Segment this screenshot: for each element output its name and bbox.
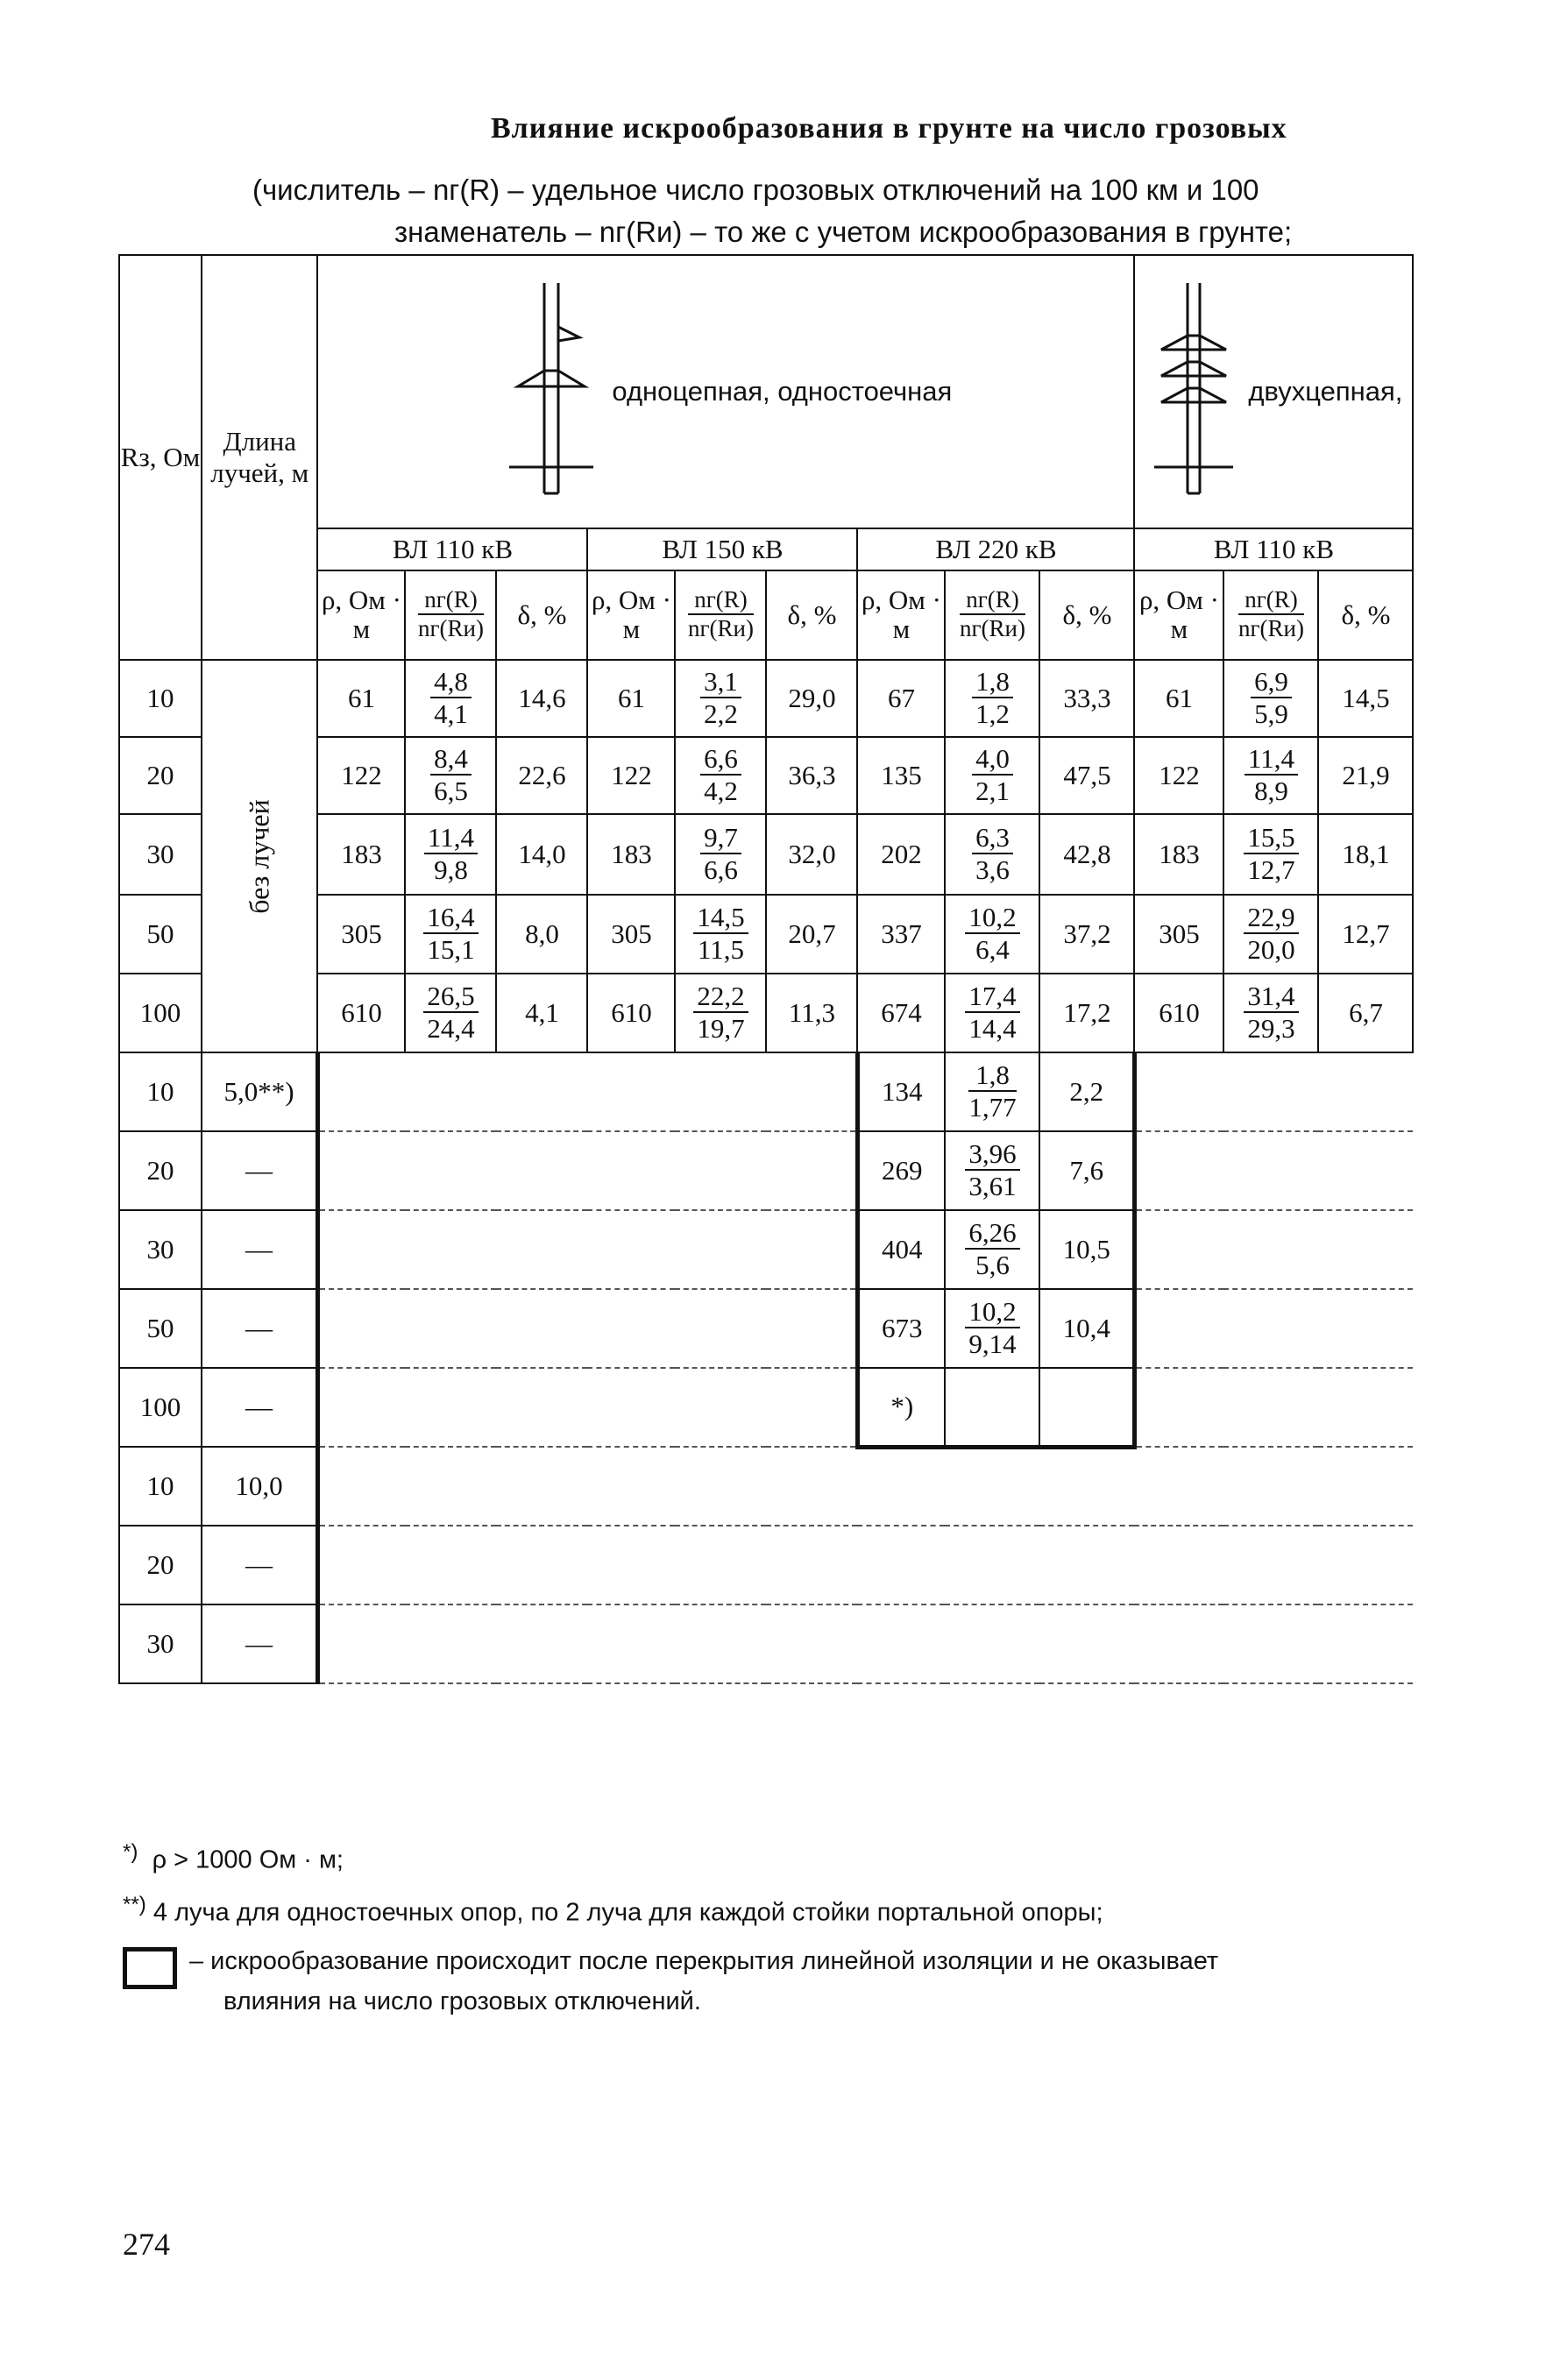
cell-rho: *) [857,1368,945,1447]
cell-rho: 61 [1134,660,1223,737]
cell-fraction: $\frac{22,2}{19,7}$ [675,974,766,1052]
header-fraction: $\frac{nг(R)}{nг(Rи)}$ [405,570,496,660]
page-number: 274 [123,2227,170,2262]
header-rz: Rз, Ом [119,255,202,660]
header-vl110-double: ВЛ 110 кВ [1134,528,1413,570]
cell-delta: 14,5 [1318,660,1413,737]
cell-fraction: $\frac{1,8}{1,2}$ [945,660,1039,737]
cell-ray-length: — [202,1368,317,1447]
caption-line-1: (числитель – nг(R) – удельное число грозовых отключений на 100 км и 100 [252,174,1259,206]
data-table [118,254,1414,1684]
cell-delta: 36,3 [766,737,857,814]
cell-delta: 10,4 [1039,1289,1134,1368]
cell-fraction: $\frac{6,9}{5,9}$ [1223,660,1318,737]
cell-rho: 135 [857,737,945,814]
cell-delta: 2,2 [1039,1052,1134,1131]
legend-box-icon [123,1947,177,1989]
cell-empty [1134,1210,1413,1289]
cell-rho: 202 [857,814,945,895]
footnote-2: **) 4 луча для одностоечных опор, по 2 луча для каждой стойки портальной опоры; [123,1893,1103,1927]
cell-empty [317,1604,1413,1683]
header-delta: δ, % [1318,570,1413,660]
cell-empty [317,1368,857,1447]
header-rho: ρ, Ом · м [1134,570,1223,660]
cell-no-rays: без лучей [202,660,317,1052]
cell-empty [1134,1368,1413,1447]
cell-fraction: $\frac{6,3}{3,6}$ [945,814,1039,895]
header-vl110: ВЛ 110 кВ [317,528,587,570]
cell-ray-length: — [202,1210,317,1289]
cell-rho: 305 [1134,895,1223,974]
cell-empty [317,1052,857,1131]
cell-rho: 122 [317,737,405,814]
cell-fraction: $\frac{6,26}{5,6}$ [945,1210,1039,1289]
cell-delta [1039,1368,1134,1447]
cell-rho: 337 [857,895,945,974]
cell-delta: 6,7 [1318,974,1413,1052]
cell-rho: 610 [1134,974,1223,1052]
cell-delta: 7,6 [1039,1131,1134,1210]
cell-rho: 269 [857,1131,945,1210]
table-row [119,1131,1413,1210]
cell-fraction: $\frac{10,2}{6,4}$ [945,895,1039,974]
cell-ray-length: 10,0 [202,1447,317,1526]
cell-empty [317,1526,1413,1604]
caption-line-2: знаменатель – nг(Rи) – то же с учетом искрообразования в грунте; [394,216,1293,248]
cell-rz: 10 [119,660,202,737]
cell-fraction: $\frac{26,5}{24,4}$ [405,974,496,1052]
cell-rz: 10 [119,1052,202,1131]
header-fraction: $\frac{nг(R)}{nг(Rи)}$ [1223,570,1318,660]
cell-delta: 14,0 [496,814,587,895]
header-fraction: $\frac{nг(R)}{nг(Rи)}$ [945,570,1039,660]
cell-rho: 122 [1134,737,1223,814]
cell-rho: 674 [857,974,945,1052]
cell-delta: 22,6 [496,737,587,814]
cell-fraction: $\frac{10,2}{9,14}$ [945,1289,1039,1368]
cell-fraction: $\frac{3,96}{3,61}$ [945,1131,1039,1210]
cell-fraction: $\frac{9,7}{6,6}$ [675,814,766,895]
cell-fraction: $\frac{11,4}{9,8}$ [405,814,496,895]
footnote-3: – искрообразование происходит после перекрытия линейной изоляции и не оказывает [123,1947,1420,1989]
cell-fraction: $\frac{3,1}{2,2}$ [675,660,766,737]
header-ray-length: Длина лучей, м [202,255,317,660]
cell-rho: 610 [317,974,405,1052]
cell-rho: 404 [857,1210,945,1289]
cell-rz: 20 [119,1526,202,1604]
cell-fraction: $\frac{6,6}{4,2}$ [675,737,766,814]
cell-rho: 673 [857,1289,945,1368]
cell-delta: 21,9 [1318,737,1413,814]
cell-fraction: $\frac{31,4}{29,3}$ [1223,974,1318,1052]
header-rho: ρ, Ом · м [587,570,675,660]
header-delta: δ, % [496,570,587,660]
cell-delta: 8,0 [496,895,587,974]
cell-rho: 67 [857,660,945,737]
cell-delta: 37,2 [1039,895,1134,974]
single-pole-icon [500,274,606,509]
cell-rho: 305 [317,895,405,974]
cell-rz: 50 [119,1289,202,1368]
header-delta: δ, % [1039,570,1134,660]
cell-delta: 29,0 [766,660,857,737]
cell-empty [317,1131,857,1210]
cell-ray-length: — [202,1526,317,1604]
cell-empty [317,1289,857,1368]
header-rho: ρ, Ом · м [317,570,405,660]
cell-fraction: $\frac{22,9}{20,0}$ [1223,895,1318,974]
cell-delta: 47,5 [1039,737,1134,814]
header-type-single: одноцепная, одностоечная [317,255,1134,528]
cell-fraction: $\frac{8,4}{6,5}$ [405,737,496,814]
cell-rho: 305 [587,895,675,974]
cell-delta: 20,7 [766,895,857,974]
cell-rho: 122 [587,737,675,814]
cell-rz: 20 [119,1131,202,1210]
cell-rho: 134 [857,1052,945,1131]
footnote-1: *) ρ > 1000 Ом · м; [123,1840,344,1874]
cell-ray-length: — [202,1604,317,1683]
table-row [119,1447,1413,1526]
cell-rho: 610 [587,974,675,1052]
table-row [119,1526,1413,1604]
cell-rz: 10 [119,1447,202,1526]
cell-ray-length: 5,0**) [202,1052,317,1131]
cell-fraction: $\frac{4,8}{4,1}$ [405,660,496,737]
cell-rz: 30 [119,814,202,895]
header-vl220: ВЛ 220 кВ [857,528,1134,570]
cell-ray-length: — [202,1131,317,1210]
cell-delta: 11,3 [766,974,857,1052]
cell-empty [317,1210,857,1289]
cell-fraction [945,1368,1039,1447]
cell-rz: 30 [119,1210,202,1289]
cell-delta: 42,8 [1039,814,1134,895]
cell-delta: 32,0 [766,814,857,895]
footnote-3-cont: влияния на число грозовых отключений. [223,1987,701,2015]
cell-fraction: $\frac{1,8}{1,77}$ [945,1052,1039,1131]
cell-rz: 100 [119,974,202,1052]
table-row [119,1368,1413,1447]
cell-rz: 100 [119,1368,202,1447]
cell-delta: 17,2 [1039,974,1134,1052]
table-row [119,1210,1413,1289]
cell-rho: 183 [1134,814,1223,895]
header-vl150: ВЛ 150 кВ [587,528,857,570]
cell-fraction: $\frac{15,5}{12,7}$ [1223,814,1318,895]
header-delta: δ, % [766,570,857,660]
cell-ray-length: — [202,1289,317,1368]
cell-delta: 14,6 [496,660,587,737]
cell-delta: 4,1 [496,974,587,1052]
cell-rho: 183 [587,814,675,895]
header-fraction: $\frac{nг(R)}{nг(Rи)}$ [675,570,766,660]
cell-fraction: $\frac{4,0}{2,1}$ [945,737,1039,814]
cell-delta: 18,1 [1318,814,1413,895]
cell-empty [1134,1289,1413,1368]
cell-rho: 61 [317,660,405,737]
table-row [119,1052,1413,1131]
cell-fraction: $\frac{16,4}{15,1}$ [405,895,496,974]
cell-delta: 12,7 [1318,895,1413,974]
table-row [119,1604,1413,1683]
cell-delta: 33,3 [1039,660,1134,737]
cell-rho: 183 [317,814,405,895]
cell-fraction: $\frac{14,5}{11,5}$ [675,895,766,974]
cell-rz: 20 [119,737,202,814]
table-row [119,1289,1413,1368]
cell-rho: 61 [587,660,675,737]
page-title: Влияние искрообразования в грунте на число грозовых [491,112,1287,145]
table-row [119,660,1413,737]
cell-empty [1134,1131,1413,1210]
header-type-double: двухцепная, [1134,255,1413,528]
cell-empty [1134,1052,1413,1131]
cell-rz: 30 [119,1604,202,1683]
cell-rz: 50 [119,895,202,974]
cell-fraction: $\frac{17,4}{14,4}$ [945,974,1039,1052]
header-rho: ρ, Ом · м [857,570,945,660]
cell-empty [317,1447,1413,1526]
double-pole-icon [1145,274,1242,509]
cell-delta: 10,5 [1039,1210,1134,1289]
cell-fraction: $\frac{11,4}{8,9}$ [1223,737,1318,814]
